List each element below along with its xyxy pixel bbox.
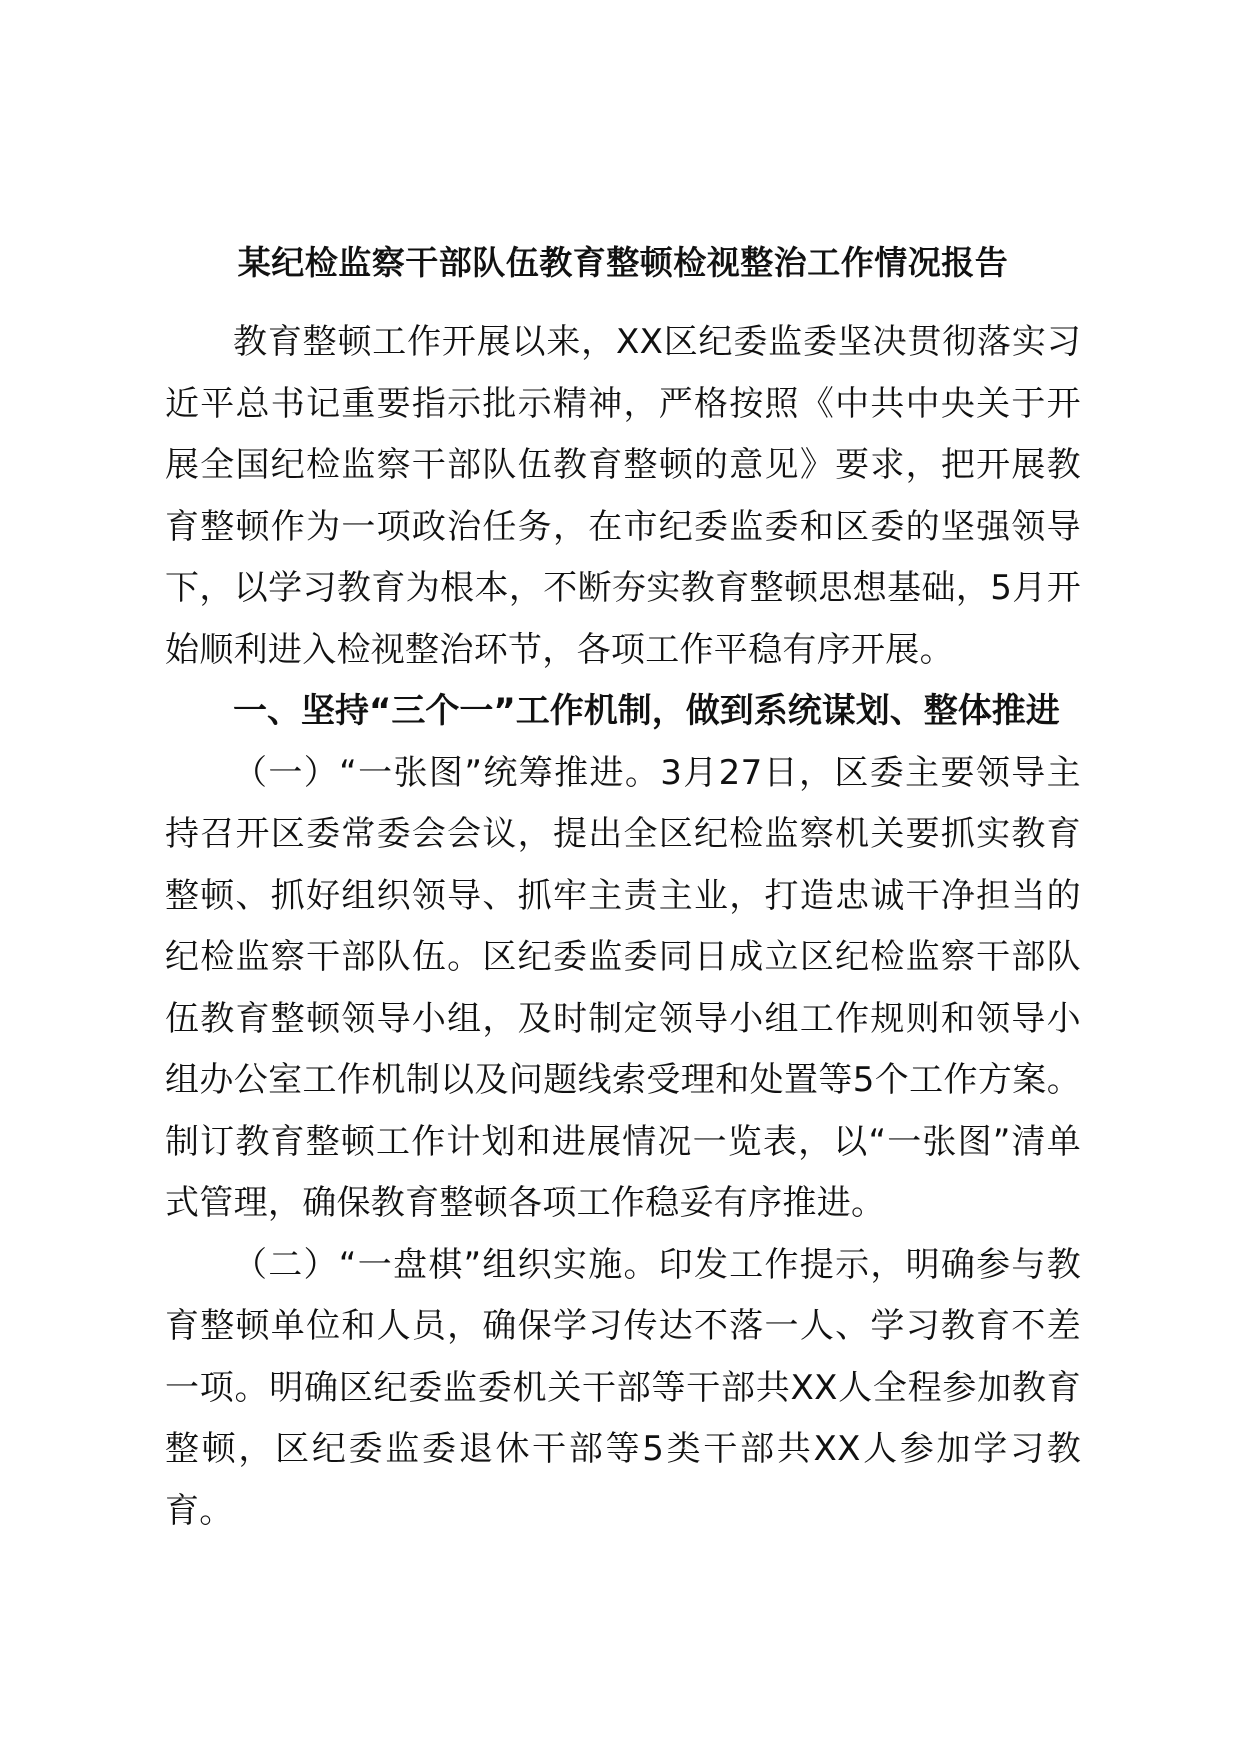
document-page [165, 240, 1081, 1542]
section-heading: 一、坚持“三个一”工作机制，做到系统谋划、整体推进 [233, 691, 1060, 731]
intro-paragraph: 教育整顿工作开展以来，XX区纪委监委坚决贯彻落实习近平总书记重要指示批示精神，严格按照《中共中央关于开展全国纪检监察干部队伍教育整顿的意见》要求，把开展教育整顿作为一项政治任务，在市纪委监委和区委的坚强领导下，以学习教育为根本，不断夯实教育整顿思想基础，5月开始顺利进入检视整治环节，各项工作平稳有序开展。 [165, 322, 1081, 670]
body-paragraph-2: （二）“一盘棋”组织实施。印发工作提示，明确参与教育整顿单位和人员，确保学习传达不落一人、学习教育不差一项。明确区纪委监委机关干部等干部共XX人全程参加教育整顿，区纪委监委退休干部等5类干部共XX人参加学习教育。 [165, 1244, 1081, 1531]
document-title: 某纪检监察干部队伍教育整顿检视整治工作情况报告 [237, 243, 1009, 282]
body-paragraph-1: （一）“一张图”统筹推进。3月27日，区委主要领导主持召开区委常委会会议，提出全区纪检监察机关要抓实教育整顿、抓好组织领导、抓牢主责主业，打造忠诚干净担当的纪检监察干部队伍。区纪委监委同日成立区纪检监察干部队伍教育整顿领导小组，及时制定领导小组工作规则和领导小组办公室工作机制以及问题线索受理和处置等5个工作方案。制订教育整顿工作计划和进展情况一览表，以“一张图”清单式管理，确保教育整顿各项工作稳妥有序推进。 [165, 752, 1081, 1223]
